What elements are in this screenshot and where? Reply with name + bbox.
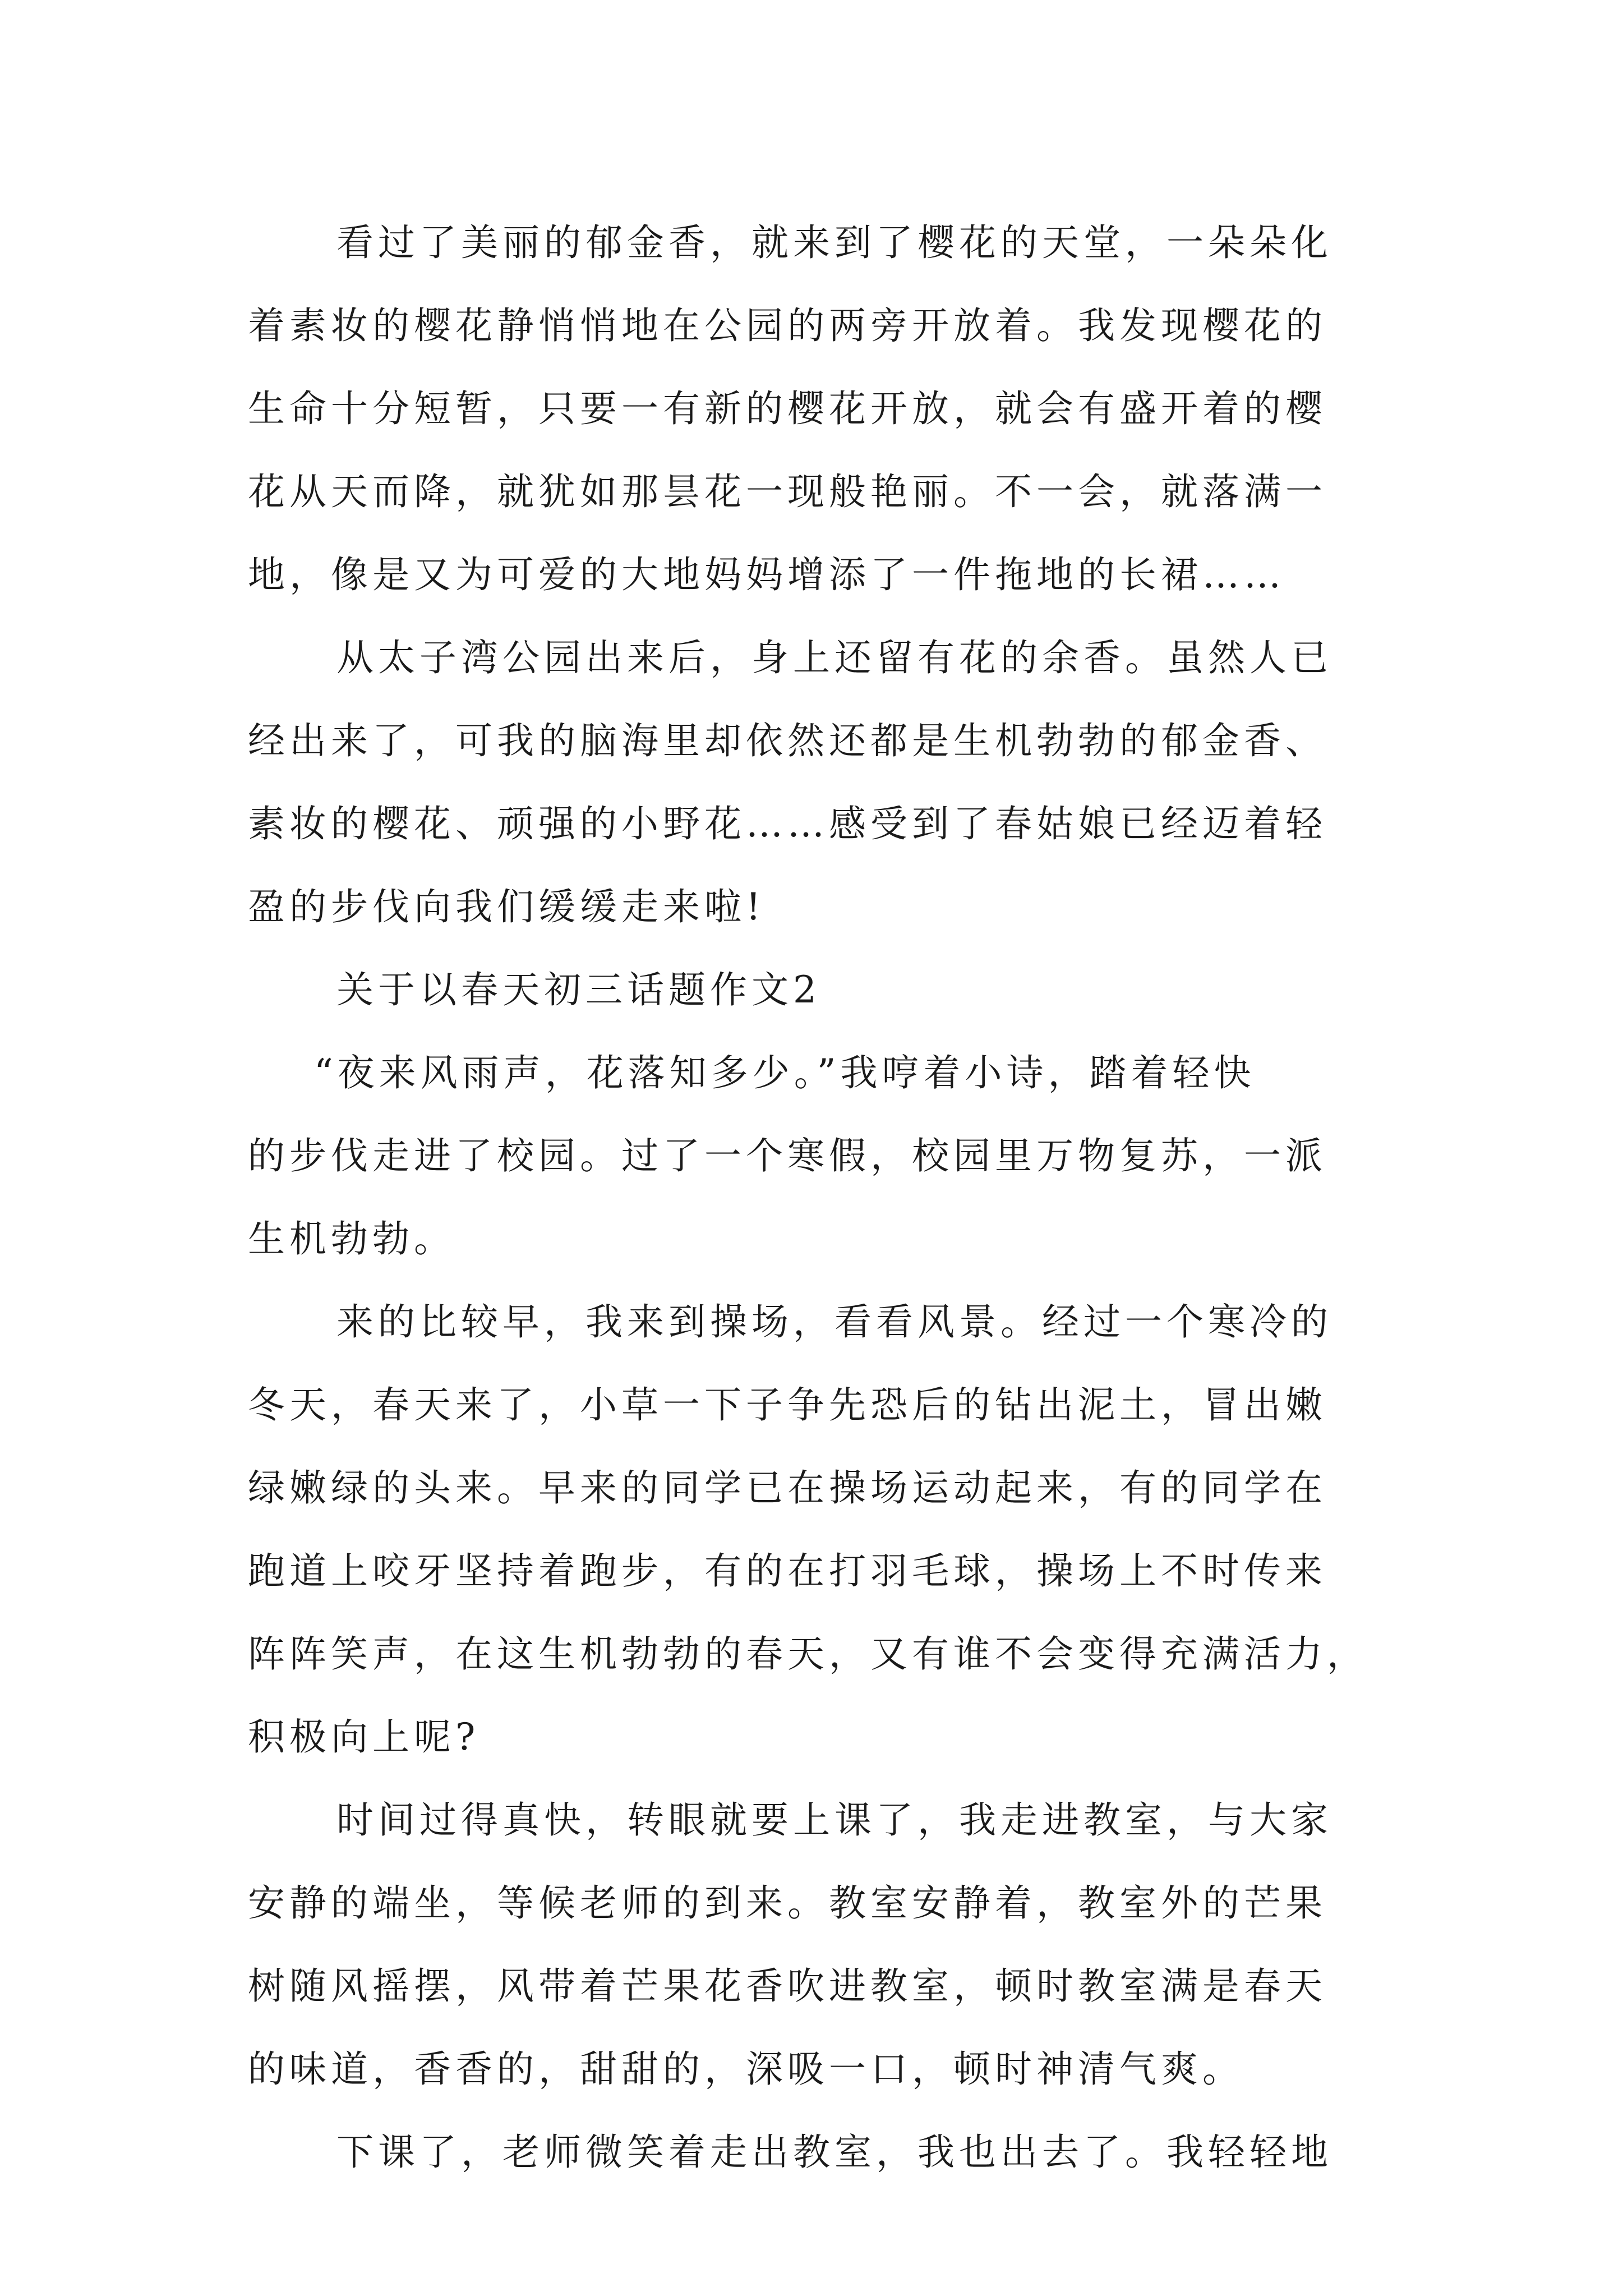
text-line: 来的比较早，我来到操场，看看风景。经过一个寒冷的 xyxy=(336,1300,1332,1343)
text-line: 安静的端坐，等候老师的到来。教室安静着，教室外的芒果 xyxy=(248,1881,1327,1925)
text-line: 从太子湾公园出来后，身上还留有花的余香。虽然人已 xyxy=(336,636,1332,679)
text-line: 着素妆的樱花静悄悄地在公园的两旁开放着。我发现樱花的 xyxy=(248,304,1327,347)
text-line: 的味道，香香的，甜甜的，深吸一口，顿时神清气爽。 xyxy=(248,2047,1244,2091)
text-line: 跑道上咬牙坚持着跑步，有的在打羽毛球，操场上不时传来 xyxy=(248,1549,1327,1593)
text-line: 的步伐走进了校园。过了一个寒假，校园里万物复苏，一派 xyxy=(248,1134,1327,1177)
text-line: 绿嫩绿的头来。早来的同学已在操场运动起来，有的同学在 xyxy=(248,1466,1327,1510)
text-line: 树随风摇摆，风带着芒果花香吹进教室，顿时教室满是春天 xyxy=(248,1964,1327,2008)
text-line: 积极向上呢? xyxy=(248,1715,480,1759)
text-line: “夜来风雨声，花落知多少。”我哼着小诗，踏着轻快 xyxy=(314,1051,1256,1094)
text-line: 素妆的樱花、顽强的小野花……感受到了春姑娘已经迈着轻 xyxy=(248,802,1327,845)
text-line: 看过了美丽的郁金香，就来到了樱花的天堂，一朵朵化 xyxy=(336,221,1332,264)
text-line: 地，像是又为可爱的大地妈妈增添了一件拖地的长裙…… xyxy=(248,553,1285,596)
text-line: 生命十分短暂，只要一有新的樱花开放，就会有盛开着的樱 xyxy=(248,387,1327,430)
text-line: 经出来了，可我的脑海里却依然还都是生机勃勃的郁金香、 xyxy=(248,719,1327,762)
text-line: 生机勃勃。 xyxy=(248,1217,455,1260)
text-line: 花从天而降，就犹如那昙花一现般艳丽。不一会，就落满一 xyxy=(248,470,1327,513)
text-line: 下课了，老师微笑着走出教室，我也出去了。我轻轻地 xyxy=(336,2131,1332,2174)
text-line: 阵阵笑声，在这生机勃勃的春天，又有谁不会变得充满活力， xyxy=(248,1632,1368,1676)
section-heading: 关于以春天初三话题作文2 xyxy=(336,968,821,1011)
text-line: 盈的步伐向我们缓缓走来啦! xyxy=(248,885,766,928)
text-line: 时间过得真快，转眼就要上课了，我走进教室，与大家 xyxy=(336,1798,1332,1842)
text-line: 冬天，春天来了，小草一下子争先恐后的钻出泥土，冒出嫩 xyxy=(248,1383,1327,1427)
